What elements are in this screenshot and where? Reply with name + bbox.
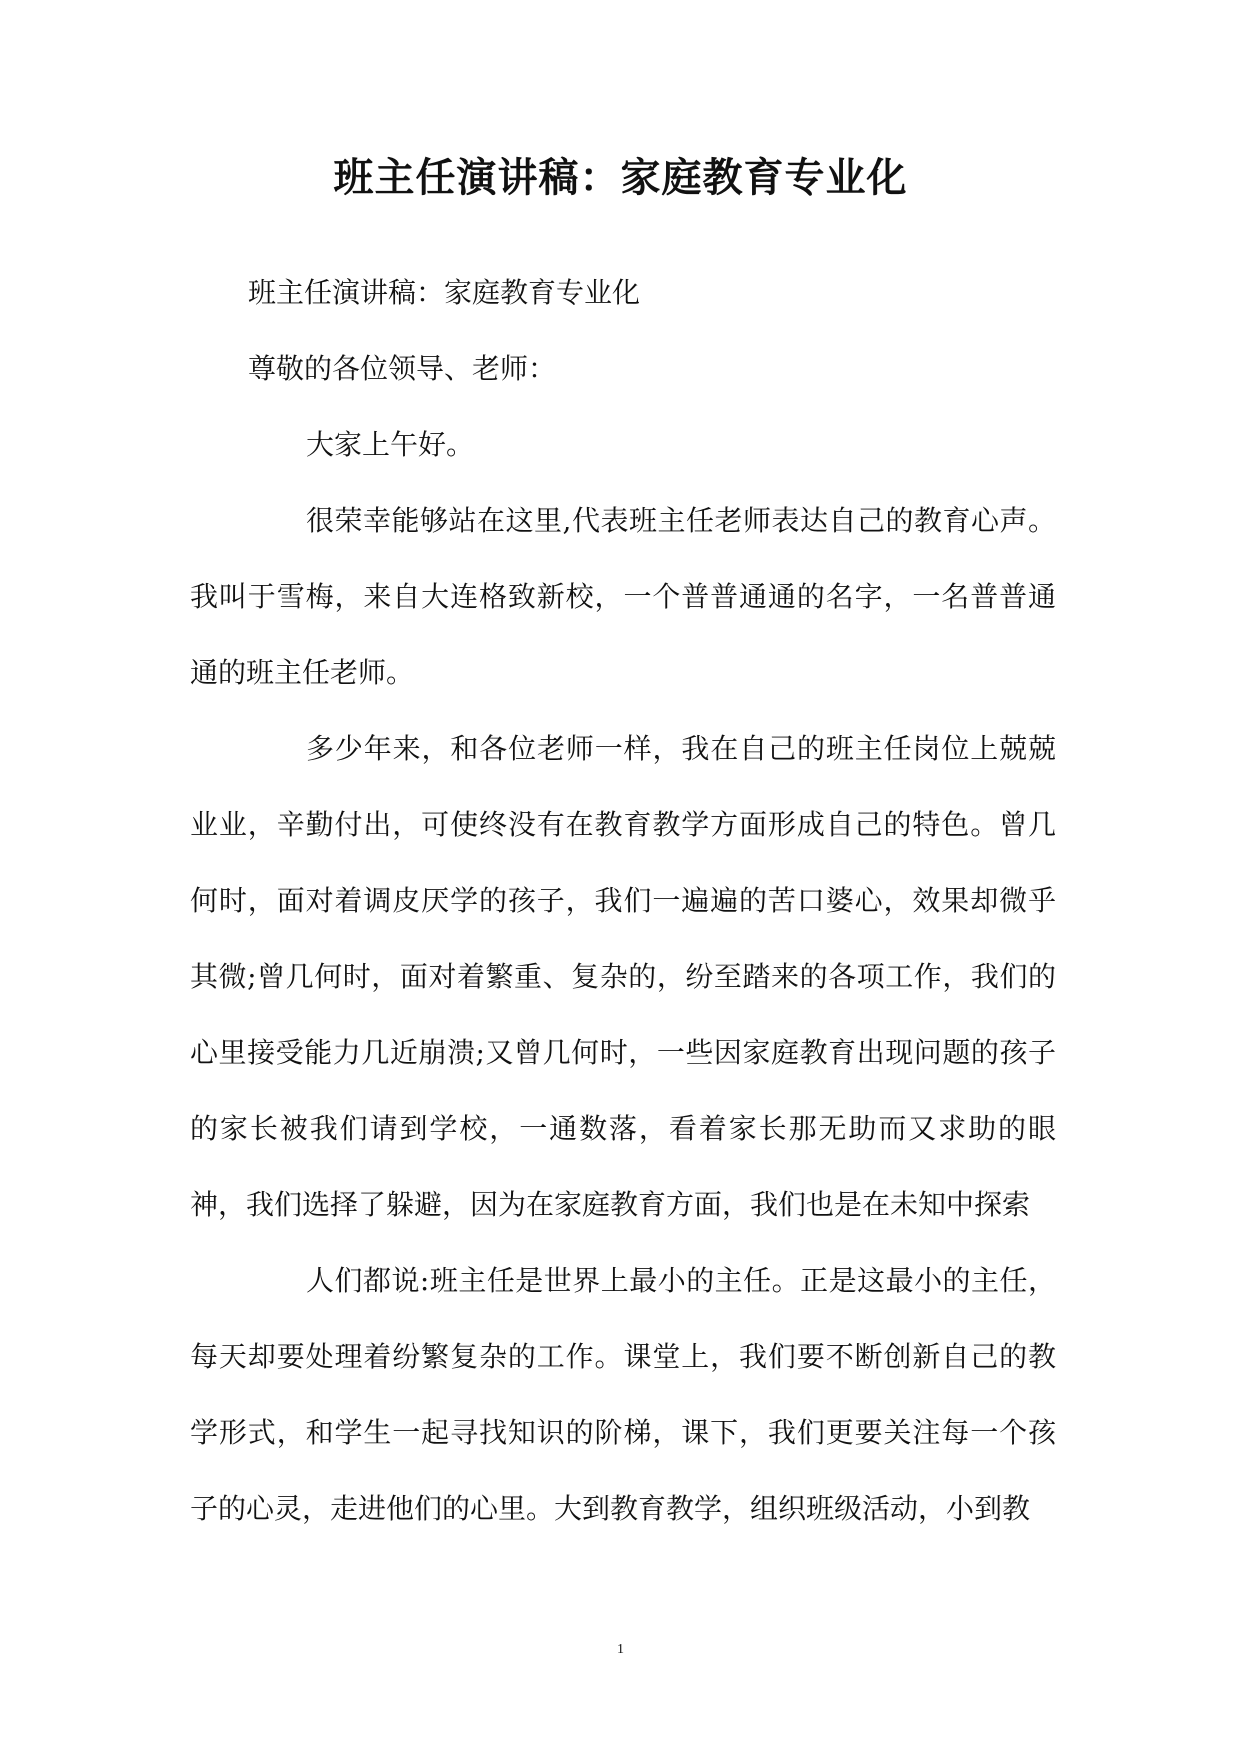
paragraph-salutation: 尊敬的各位领导、老师： [248, 352, 557, 385]
paragraph-smallest-director: 人们都说:班主任是世界上最小的主任。正是这最小的主任，每天却要处理着纷繁复杂的工作。课堂上，我们要不断创新自己的教学形式，和学生一起寻找知识的阶梯，课下，我们更要关注每一个孩子的心灵，走进他们的心里。大到教育教学，组织班级活动，小到教 [190, 1264, 1056, 1525]
paragraph-greeting: 大家上午好。 [306, 428, 475, 461]
document-title: 班主任演讲稿：家庭教育专业化 [333, 154, 908, 201]
paragraph-introduction: 很荣幸能够站在这里,代表班主任老师表达自己的教育心声。我叫于雪梅，来自大连格致新校，一个普普通通的名字，一名普普通通的班主任老师。 [190, 504, 1056, 689]
paragraph-experience: 多少年来，和各位老师一样，我在自己的班主任岗位上兢兢业业，辛勤付出，可使终没有在教育教学方面形成自己的特色。曾几何时，面对着调皮厌学的孩子，我们一遍遍的苦口婆心，效果却微乎其微;曾几何时，面对着繁重、复杂的，纷至踏来的各项工作，我们的心里接受能力几近崩溃;又曾几何时，一些因家庭教育出现问题的孩子的家长被我们请到学校，一通数落，看着家长那无助而又求助的眼神，我们选择了躲避，因为在家庭教育方面，我们也是在未知中探索 [190, 732, 1056, 1221]
page-number: 1 [617, 1642, 624, 1657]
paragraph-subtitle: 班主任演讲稿：家庭教育专业化 [248, 276, 641, 309]
document-body [190, 255, 1056, 1547]
